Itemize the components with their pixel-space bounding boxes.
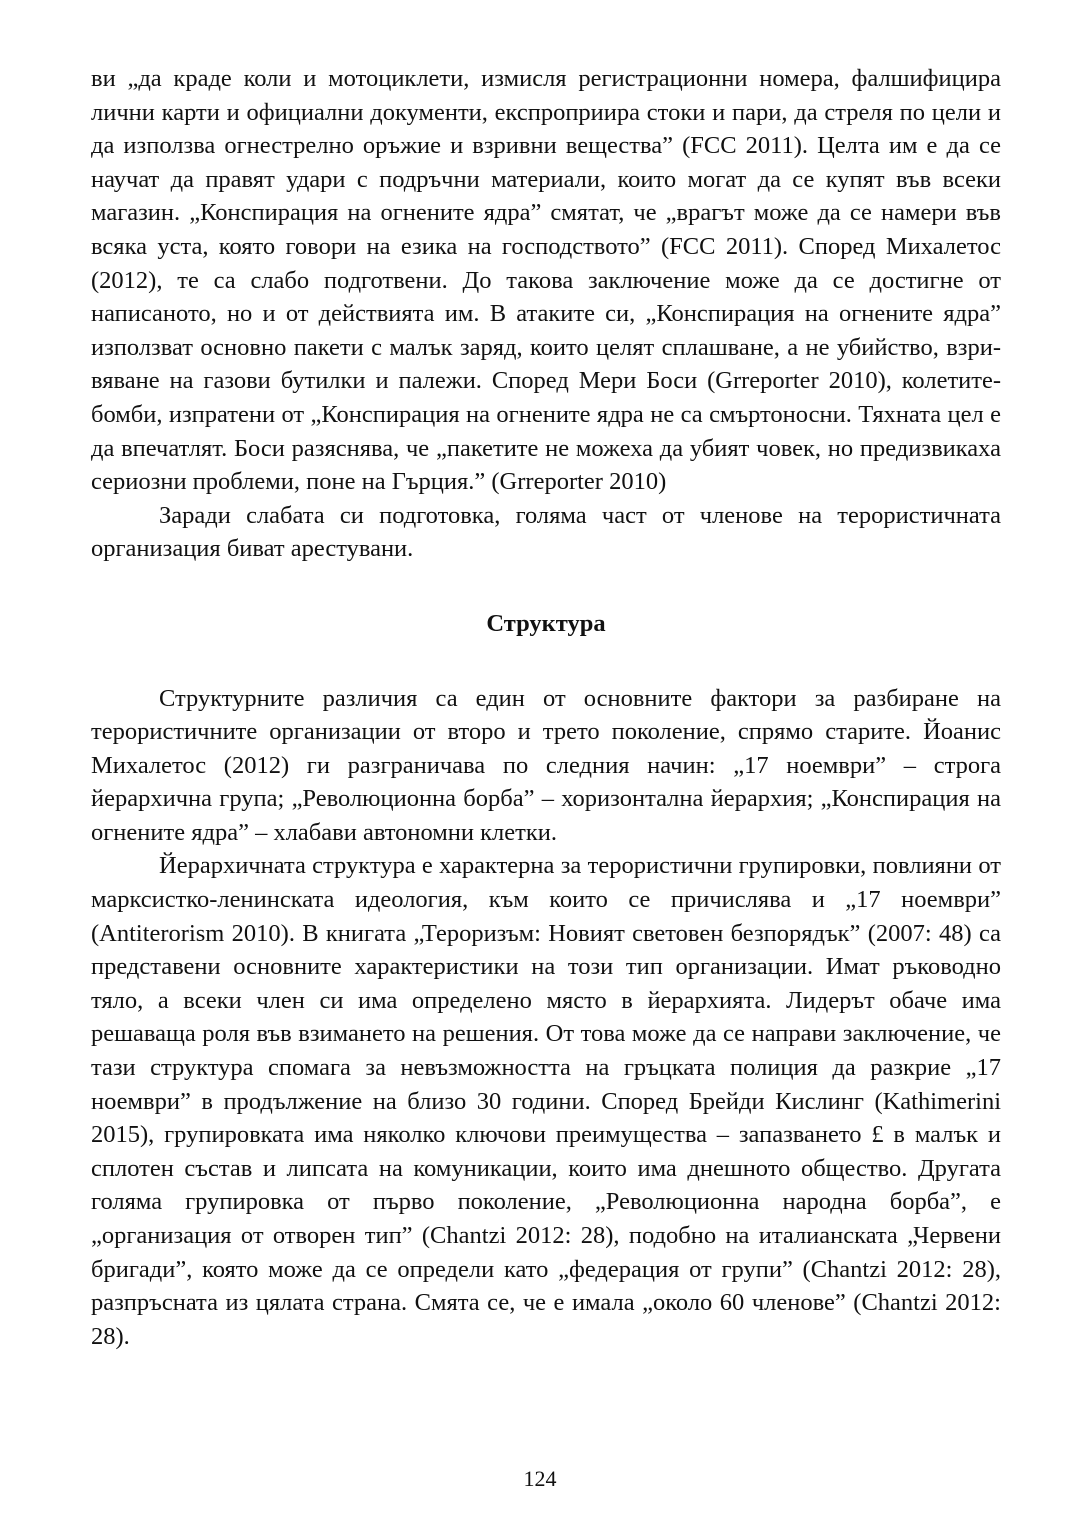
paragraph-structure-intro: Структурните различия са един от основните фактори за разбиране на терористичните организации от второ и трето поколение, спрямо старите. Йоанис Михалетос (2012) ги разграничава по следния начин: „17 ноември” – строга йерархична група; „Революционна борба” – хоризонтална йерархия; „Конспирация на огнените ядра” – хлабави автономни клетки. bbox=[91, 684, 1001, 846]
section-heading: Структура bbox=[486, 609, 606, 637]
paragraph-arrests: Заради слабата си подготовка, голяма част от членове на терористичната организация биват арестувани. bbox=[91, 501, 1001, 563]
paragraph-hierarchy: Йерархичната структура е характерна за терористични групировки, повлияни от марксистко-ленинската идеология, към които се причислява и „17 ноември” (Antiterorism 2010). В книгата „Тероризъм: Новият световен безпорядък” (2007: 48) са представени основните характеристики на този тип организации. Имат ръководно тяло, а всеки член си има определено място в йерархията. Лидерът обаче има решаваща роля във взимането на решения. От това може да се направи заключение, че тази структура спомага за невъзможността на гръцката полиция да разкрие „17 ноември” в продължение на близо 30 години. Според Брейди Кислинг (Kathimerini 2015), групировката има няколко ключови преимущества – запазването £ в малък и сплотен състав и липсата на комуникации, които има днешното общество. Другата голяма групировка от първо поколение, „Революционна народна борба”, е „организация от отворен тип” (Chantzi 2012: 28), подобно на италианската „Червени бригади”, която може да се определи като „федерация от групи” (Chantzi 2012: 28), разпръсната из цялата страна. Смята се, че е имала „около 60 членове” (Chantzi 2012: 28). bbox=[91, 852, 1001, 1350]
paragraph-continuation: ви „да краде коли и мотоциклети, измисля регистрационни номера, фалшифицира лични карти и официални документи, експроприира стоки и пари, да стреля по цели и да използва огнестрелно оръжие и взривни вещества” (FCC 2011). Целта им е да се научат да правят удари с подръчни материали, които могат да се купят във всеки магазин. „Конспирация на огнените ядра” смятат, че „врагът може да се намери във всяка уста, която говори на езика на господството” (FCC 2011). Според Михалетос (2012), те са слабо подготвени. До такова заключение може да се достигне от написаното, но и от действията им. В атаките си, „Конспирация на огнените ядра” използват основно пакети с малък заряд, които целят сплашване, а не убийство, взривяване на газови бутилки и палежи. Според Мери Боси (Grreporter 2010), колетите-бомби, изпратени от „Конспирация на огнените ядра не са смъртоносни. Тяхната цел е да впечатлят. Боси разяснява, че „пакетите не можеха да убият човек, но предизвикаха сериозни проблеми, поне на Гърция.” (Grreporter 2010) bbox=[91, 65, 1001, 496]
page-number: 124 bbox=[523, 1466, 557, 1491]
page-body bbox=[91, 62, 1001, 1353]
